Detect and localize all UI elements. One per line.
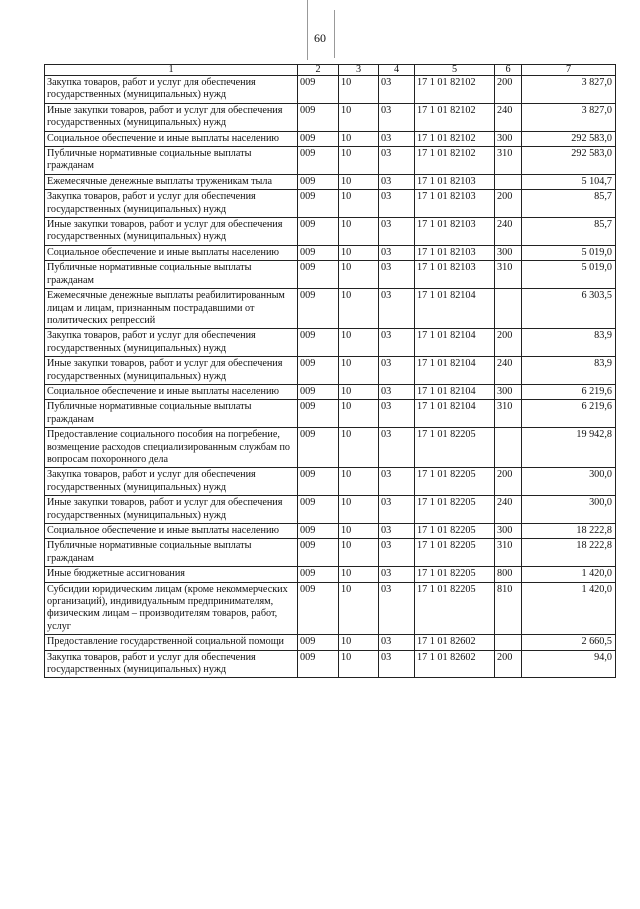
- row-value-cell: 03: [379, 218, 415, 246]
- row-value-cell: [495, 174, 522, 189]
- row-value-cell: 009: [298, 103, 339, 131]
- row-value-cell: 18 222,8: [522, 539, 616, 567]
- row-value-cell: 10: [339, 147, 379, 175]
- row-name-cell: Социальное обеспечение и иные выплаты населению: [45, 131, 298, 146]
- page-number: 60: [314, 31, 326, 45]
- row-name-cell: Публичные нормативные социальные выплаты гражданам: [45, 400, 298, 428]
- row-value-cell: 200: [495, 76, 522, 104]
- column-header: 3: [339, 65, 379, 76]
- row-value-cell: 17 1 01 82102: [415, 103, 495, 131]
- row-value-cell: 17 1 01 82103: [415, 245, 495, 260]
- row-value-cell: 300,0: [522, 496, 616, 524]
- row-value-cell: 310: [495, 539, 522, 567]
- row-value-cell: 300: [495, 524, 522, 539]
- row-value-cell: 292 583,0: [522, 131, 616, 146]
- table-row: [45, 329, 616, 357]
- table-row: [45, 468, 616, 496]
- row-value-cell: 240: [495, 103, 522, 131]
- row-value-cell: 10: [339, 131, 379, 146]
- row-name-cell: Закупка товаров, работ и услуг для обеспечения государственных (муниципальных) нужд: [45, 650, 298, 678]
- row-name-cell: Предоставление социального пособия на погребение, возмещение расходов специализированным службам по вопросам похоронного дела: [45, 428, 298, 468]
- row-value-cell: 240: [495, 357, 522, 385]
- row-value-cell: 19 942,8: [522, 428, 616, 468]
- row-value-cell: 03: [379, 329, 415, 357]
- table-row: [45, 384, 616, 399]
- row-value-cell: 17 1 01 82205: [415, 582, 495, 635]
- table-row: [45, 428, 616, 468]
- row-value-cell: 17 1 01 82104: [415, 384, 495, 399]
- row-value-cell: 300: [495, 131, 522, 146]
- row-value-cell: 03: [379, 428, 415, 468]
- scan-artifact-line: [334, 10, 335, 58]
- row-value-cell: 10: [339, 400, 379, 428]
- column-header: 6: [495, 65, 522, 76]
- row-value-cell: 5 019,0: [522, 261, 616, 289]
- row-value-cell: 17 1 01 82602: [415, 650, 495, 678]
- row-value-cell: 17 1 01 82205: [415, 468, 495, 496]
- row-value-cell: 10: [339, 650, 379, 678]
- row-value-cell: 10: [339, 384, 379, 399]
- row-value-cell: 009: [298, 261, 339, 289]
- table-row: [45, 582, 616, 635]
- row-value-cell: 009: [298, 76, 339, 104]
- row-name-cell: Ежемесячные денежные выплаты реабилитированным лицам и лицам, признанным пострадавшими от политических репрессий: [45, 289, 298, 329]
- row-value-cell: 6 219,6: [522, 400, 616, 428]
- row-name-cell: Ежемесячные денежные выплаты труженикам тыла: [45, 174, 298, 189]
- row-value-cell: 17 1 01 82205: [415, 524, 495, 539]
- row-value-cell: 6 303,5: [522, 289, 616, 329]
- row-value-cell: 10: [339, 261, 379, 289]
- row-value-cell: 2 660,5: [522, 635, 616, 650]
- row-value-cell: 009: [298, 468, 339, 496]
- row-value-cell: 17 1 01 82102: [415, 131, 495, 146]
- row-name-cell: Закупка товаров, работ и услуг для обеспечения государственных (муниципальных) нужд: [45, 329, 298, 357]
- table-row: [45, 261, 616, 289]
- row-value-cell: 009: [298, 496, 339, 524]
- row-name-cell: Иные закупки товаров, работ и услуг для обеспечения государственных (муниципальных) нужд: [45, 357, 298, 385]
- row-value-cell: 17 1 01 82104: [415, 289, 495, 329]
- row-value-cell: 03: [379, 400, 415, 428]
- column-header: 4: [379, 65, 415, 76]
- row-value-cell: 10: [339, 245, 379, 260]
- row-value-cell: 10: [339, 174, 379, 189]
- row-value-cell: 03: [379, 190, 415, 218]
- row-value-cell: 10: [339, 190, 379, 218]
- row-value-cell: 18 222,8: [522, 524, 616, 539]
- table-row: [45, 524, 616, 539]
- row-value-cell: 17 1 01 82205: [415, 539, 495, 567]
- row-value-cell: 009: [298, 357, 339, 385]
- row-value-cell: 1 420,0: [522, 582, 616, 635]
- row-value-cell: 03: [379, 261, 415, 289]
- row-value-cell: 810: [495, 582, 522, 635]
- row-value-cell: 83,9: [522, 357, 616, 385]
- table-row: [45, 147, 616, 175]
- row-value-cell: 300,0: [522, 468, 616, 496]
- row-value-cell: 03: [379, 539, 415, 567]
- row-value-cell: 310: [495, 261, 522, 289]
- row-value-cell: 10: [339, 329, 379, 357]
- row-value-cell: 03: [379, 650, 415, 678]
- row-value-cell: [495, 428, 522, 468]
- table-row: [45, 289, 616, 329]
- table-row: [45, 76, 616, 104]
- row-name-cell: Предоставление государственной социальной помощи: [45, 635, 298, 650]
- row-value-cell: 009: [298, 384, 339, 399]
- row-value-cell: 03: [379, 582, 415, 635]
- row-value-cell: 10: [339, 496, 379, 524]
- row-value-cell: 03: [379, 357, 415, 385]
- row-value-cell: 03: [379, 635, 415, 650]
- table-row: [45, 103, 616, 131]
- row-name-cell: Социальное обеспечение и иные выплаты населению: [45, 384, 298, 399]
- column-header: 7: [522, 65, 616, 76]
- row-name-cell: Иные закупки товаров, работ и услуг для обеспечения государственных (муниципальных) нужд: [45, 103, 298, 131]
- row-name-cell: Иные закупки товаров, работ и услуг для обеспечения государственных (муниципальных) нужд: [45, 218, 298, 246]
- row-value-cell: 5 104,7: [522, 174, 616, 189]
- row-value-cell: 17 1 01 82205: [415, 428, 495, 468]
- row-name-cell: Иные закупки товаров, работ и услуг для обеспечения государственных (муниципальных) нужд: [45, 496, 298, 524]
- row-value-cell: 009: [298, 131, 339, 146]
- row-value-cell: 03: [379, 103, 415, 131]
- row-name-cell: Публичные нормативные социальные выплаты гражданам: [45, 261, 298, 289]
- row-name-cell: Социальное обеспечение и иные выплаты населению: [45, 524, 298, 539]
- row-value-cell: 17 1 01 82103: [415, 261, 495, 289]
- row-value-cell: 6 219,6: [522, 384, 616, 399]
- row-value-cell: 009: [298, 400, 339, 428]
- row-value-cell: 009: [298, 289, 339, 329]
- row-value-cell: 03: [379, 245, 415, 260]
- table-row: [45, 245, 616, 260]
- row-value-cell: 10: [339, 218, 379, 246]
- budget-table: [44, 64, 616, 678]
- table-row: [45, 567, 616, 582]
- row-value-cell: 3 827,0: [522, 103, 616, 131]
- table-row: [45, 190, 616, 218]
- row-name-cell: Социальное обеспечение и иные выплаты населению: [45, 245, 298, 260]
- row-value-cell: 009: [298, 428, 339, 468]
- row-value-cell: 03: [379, 524, 415, 539]
- row-value-cell: 009: [298, 582, 339, 635]
- row-value-cell: 03: [379, 567, 415, 582]
- row-value-cell: 17 1 01 82103: [415, 218, 495, 246]
- row-value-cell: 83,9: [522, 329, 616, 357]
- row-value-cell: 10: [339, 468, 379, 496]
- table-row: [45, 650, 616, 678]
- row-value-cell: 10: [339, 635, 379, 650]
- row-value-cell: 17 1 01 82602: [415, 635, 495, 650]
- row-value-cell: 310: [495, 147, 522, 175]
- row-name-cell: Закупка товаров, работ и услуг для обеспечения государственных (муниципальных) нужд: [45, 76, 298, 104]
- row-value-cell: [495, 289, 522, 329]
- row-value-cell: 03: [379, 289, 415, 329]
- table-row: [45, 131, 616, 146]
- row-value-cell: 10: [339, 582, 379, 635]
- row-value-cell: 17 1 01 82205: [415, 567, 495, 582]
- row-name-cell: Закупка товаров, работ и услуг для обеспечения государственных (муниципальных) нужд: [45, 468, 298, 496]
- row-name-cell: Иные бюджетные ассигнования: [45, 567, 298, 582]
- row-name-cell: Субсидии юридическим лицам (кроме некоммерческих организаций), индивидуальным предпринимателям, физическим лицам – производителям товаров, работ, услуг: [45, 582, 298, 635]
- row-value-cell: 10: [339, 428, 379, 468]
- row-value-cell: 3 827,0: [522, 76, 616, 104]
- row-value-cell: 17 1 01 82104: [415, 357, 495, 385]
- row-value-cell: 17 1 01 82103: [415, 190, 495, 218]
- scan-artifact-line: [307, 0, 308, 60]
- table-row: [45, 218, 616, 246]
- row-value-cell: 03: [379, 76, 415, 104]
- row-value-cell: 03: [379, 147, 415, 175]
- row-value-cell: 009: [298, 524, 339, 539]
- row-value-cell: 10: [339, 76, 379, 104]
- row-value-cell: 310: [495, 400, 522, 428]
- row-value-cell: 009: [298, 329, 339, 357]
- row-value-cell: 03: [379, 496, 415, 524]
- row-value-cell: 03: [379, 174, 415, 189]
- row-value-cell: 17 1 01 82104: [415, 329, 495, 357]
- row-value-cell: 85,7: [522, 218, 616, 246]
- row-value-cell: 94,0: [522, 650, 616, 678]
- row-value-cell: 10: [339, 524, 379, 539]
- row-value-cell: 17 1 01 82102: [415, 147, 495, 175]
- row-value-cell: 17 1 01 82102: [415, 76, 495, 104]
- row-value-cell: 10: [339, 539, 379, 567]
- row-value-cell: 17 1 01 82205: [415, 496, 495, 524]
- row-value-cell: 009: [298, 635, 339, 650]
- header-row: [45, 65, 616, 76]
- row-value-cell: 10: [339, 357, 379, 385]
- row-value-cell: 5 019,0: [522, 245, 616, 260]
- row-name-cell: Закупка товаров, работ и услуг для обеспечения государственных (муниципальных) нужд: [45, 190, 298, 218]
- row-value-cell: 03: [379, 384, 415, 399]
- table-row: [45, 496, 616, 524]
- row-value-cell: 009: [298, 245, 339, 260]
- row-value-cell: 009: [298, 147, 339, 175]
- table-row: [45, 174, 616, 189]
- column-header: 2: [298, 65, 339, 76]
- row-value-cell: 200: [495, 190, 522, 218]
- row-value-cell: 10: [339, 289, 379, 329]
- row-value-cell: 292 583,0: [522, 147, 616, 175]
- column-header: 5: [415, 65, 495, 76]
- row-value-cell: 300: [495, 384, 522, 399]
- table-row: [45, 635, 616, 650]
- row-value-cell: 009: [298, 539, 339, 567]
- row-value-cell: 009: [298, 190, 339, 218]
- row-value-cell: 240: [495, 218, 522, 246]
- row-value-cell: 10: [339, 103, 379, 131]
- row-value-cell: 009: [298, 218, 339, 246]
- table-row: [45, 400, 616, 428]
- row-value-cell: 009: [298, 650, 339, 678]
- row-value-cell: 03: [379, 468, 415, 496]
- row-value-cell: 240: [495, 496, 522, 524]
- row-value-cell: 1 420,0: [522, 567, 616, 582]
- row-value-cell: 200: [495, 468, 522, 496]
- row-value-cell: 009: [298, 174, 339, 189]
- row-value-cell: 800: [495, 567, 522, 582]
- column-header: 1: [45, 65, 298, 76]
- row-value-cell: 03: [379, 131, 415, 146]
- row-value-cell: 17 1 01 82103: [415, 174, 495, 189]
- row-value-cell: 009: [298, 567, 339, 582]
- row-value-cell: 85,7: [522, 190, 616, 218]
- table-row: [45, 539, 616, 567]
- row-value-cell: 300: [495, 245, 522, 260]
- row-value-cell: 10: [339, 567, 379, 582]
- row-value-cell: [495, 635, 522, 650]
- row-name-cell: Публичные нормативные социальные выплаты гражданам: [45, 147, 298, 175]
- table-row: [45, 357, 616, 385]
- row-value-cell: 200: [495, 329, 522, 357]
- row-name-cell: Публичные нормативные социальные выплаты гражданам: [45, 539, 298, 567]
- row-value-cell: 200: [495, 650, 522, 678]
- row-value-cell: 17 1 01 82104: [415, 400, 495, 428]
